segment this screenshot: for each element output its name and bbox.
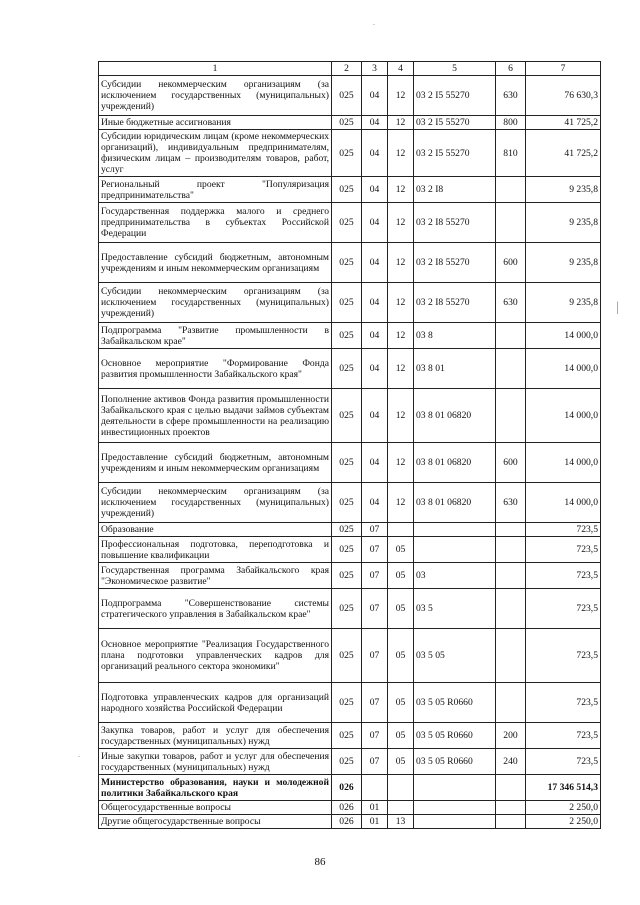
code-cell-subsection bbox=[388, 523, 414, 537]
code-cell-section: 07 bbox=[362, 537, 388, 563]
code-cell-ministry: 025 bbox=[332, 723, 362, 749]
amount-cell: 41 725,2 bbox=[526, 130, 601, 177]
code-cell-target: 03 2 I8 55270 bbox=[414, 243, 496, 283]
code-cell-expense-type: 630 bbox=[496, 283, 526, 323]
code-cell-ministry: 025 bbox=[332, 589, 362, 629]
column-header: 4 bbox=[388, 62, 414, 76]
table-row bbox=[99, 723, 601, 749]
row-name-cell: Общегосударственные вопросы bbox=[99, 801, 332, 815]
column-header: 7 bbox=[526, 62, 601, 76]
page-number: 86 bbox=[314, 856, 326, 868]
code-cell-target: 03 5 05 R0660 bbox=[414, 749, 496, 775]
row-name-cell: Субсидии некоммерческим организациям (за исключением государственных (муниципальных) учреждений) bbox=[99, 283, 332, 323]
table-row bbox=[99, 130, 601, 177]
code-cell-ministry: 025 bbox=[332, 683, 362, 723]
code-cell-target: 03 2 I5 55270 bbox=[414, 116, 496, 130]
code-cell-section: 04 bbox=[362, 76, 388, 116]
code-cell-ministry: 025 bbox=[332, 76, 362, 116]
code-cell-target: 03 bbox=[414, 563, 496, 589]
row-name-cell: Подготовка управленческих кадров для организаций народного хозяйства Российской Федерации bbox=[99, 683, 332, 723]
table-row bbox=[99, 323, 601, 349]
code-cell-target bbox=[414, 537, 496, 563]
code-cell-target bbox=[414, 523, 496, 537]
row-name-cell: Министерство образования, науки и молодежной политики Забайкальского края bbox=[99, 775, 332, 801]
table-row bbox=[99, 76, 601, 116]
code-cell-section: 04 bbox=[362, 443, 388, 483]
code-cell-target: 03 5 05 R0660 bbox=[414, 723, 496, 749]
code-cell-subsection: 12 bbox=[388, 483, 414, 523]
table-row bbox=[99, 443, 601, 483]
amount-cell: 76 630,3 bbox=[526, 76, 601, 116]
table-header-row bbox=[99, 62, 601, 76]
table-row bbox=[99, 349, 601, 389]
code-cell-ministry: 025 bbox=[332, 443, 362, 483]
table-row bbox=[99, 523, 601, 537]
amount-cell: 2 250,0 bbox=[526, 801, 601, 815]
amount-cell: 723,5 bbox=[526, 589, 601, 629]
row-name-cell: Предоставление субсидий бюджетным, автономным учреждениям и иным некоммерческим организациям bbox=[99, 243, 332, 283]
code-cell-ministry: 025 bbox=[332, 523, 362, 537]
code-cell-section: 04 bbox=[362, 389, 388, 443]
code-cell-section: 04 bbox=[362, 177, 388, 203]
table-row bbox=[99, 775, 601, 801]
code-cell-target: 03 8 01 06820 bbox=[414, 389, 496, 443]
code-cell-target: 03 2 I8 55270 bbox=[414, 203, 496, 243]
amount-cell: 723,5 bbox=[526, 629, 601, 683]
row-name-cell: Иные бюджетные ассигнования bbox=[99, 116, 332, 130]
table-row bbox=[99, 116, 601, 130]
code-cell-section: 07 bbox=[362, 629, 388, 683]
column-header: 2 bbox=[332, 62, 362, 76]
code-cell-expense-type bbox=[496, 563, 526, 589]
code-cell-target: 03 2 I8 55270 bbox=[414, 283, 496, 323]
code-cell-ministry: 026 bbox=[332, 801, 362, 815]
table-row bbox=[99, 243, 601, 283]
row-name-cell: Субсидии некоммерческим организациям (за исключением государственных (муниципальных) учреждений) bbox=[99, 76, 332, 116]
code-cell-section: 04 bbox=[362, 130, 388, 177]
code-cell-subsection: 12 bbox=[388, 283, 414, 323]
amount-cell: 723,5 bbox=[526, 683, 601, 723]
code-cell-section: 07 bbox=[362, 723, 388, 749]
code-cell-target bbox=[414, 775, 496, 801]
code-cell-ministry: 026 bbox=[332, 775, 362, 801]
code-cell-section: 01 bbox=[362, 801, 388, 815]
row-name-cell: Другие общегосударственные вопросы bbox=[99, 815, 332, 829]
code-cell-subsection: 13 bbox=[388, 815, 414, 829]
row-name-cell: Иные закупки товаров, работ и услуг для обеспечения государственных (муниципальных) нужд bbox=[99, 749, 332, 775]
code-cell-expense-type: 600 bbox=[496, 243, 526, 283]
code-cell-ministry: 025 bbox=[332, 563, 362, 589]
code-cell-expense-type bbox=[496, 537, 526, 563]
code-cell-ministry: 025 bbox=[332, 629, 362, 683]
code-cell-subsection: 12 bbox=[388, 443, 414, 483]
amount-cell: 723,5 bbox=[526, 523, 601, 537]
table-row bbox=[99, 589, 601, 629]
code-cell-expense-type: 810 bbox=[496, 130, 526, 177]
code-cell-ministry: 025 bbox=[332, 349, 362, 389]
code-cell-expense-type bbox=[496, 801, 526, 815]
code-cell-subsection: 12 bbox=[388, 130, 414, 177]
table-row bbox=[99, 389, 601, 443]
row-name-cell: Основное мероприятие "Формирование Фонда развития промышленности Забайкальского края" bbox=[99, 349, 332, 389]
code-cell-target: 03 2 I8 bbox=[414, 177, 496, 203]
row-name-cell: Региональный проект "Популяризация предпринимательства" bbox=[99, 177, 332, 203]
column-header: 6 bbox=[496, 62, 526, 76]
code-cell-subsection: 05 bbox=[388, 589, 414, 629]
code-cell-expense-type: 630 bbox=[496, 483, 526, 523]
code-cell-ministry: 025 bbox=[332, 389, 362, 443]
code-cell-ministry: 026 bbox=[332, 815, 362, 829]
table-row bbox=[99, 537, 601, 563]
code-cell-target: 03 5 05 bbox=[414, 629, 496, 683]
code-cell-expense-type bbox=[496, 323, 526, 349]
code-cell-subsection: 05 bbox=[388, 749, 414, 775]
code-cell-ministry: 025 bbox=[332, 483, 362, 523]
scan-mark: . bbox=[373, 18, 375, 27]
code-cell-ministry: 025 bbox=[332, 537, 362, 563]
code-cell-expense-type bbox=[496, 775, 526, 801]
amount-cell: 9 235,8 bbox=[526, 203, 601, 243]
amount-cell: 17 346 514,3 bbox=[526, 775, 601, 801]
code-cell-expense-type bbox=[496, 203, 526, 243]
amount-cell: 14 000,0 bbox=[526, 483, 601, 523]
code-cell-subsection bbox=[388, 775, 414, 801]
table-row bbox=[99, 749, 601, 775]
table-row bbox=[99, 683, 601, 723]
amount-cell: 723,5 bbox=[526, 537, 601, 563]
code-cell-expense-type: 630 bbox=[496, 76, 526, 116]
code-cell-target: 03 2 I5 55270 bbox=[414, 76, 496, 116]
amount-cell: 14 000,0 bbox=[526, 389, 601, 443]
code-cell-target bbox=[414, 801, 496, 815]
amount-cell: 41 725,2 bbox=[526, 116, 601, 130]
code-cell-section: 07 bbox=[362, 749, 388, 775]
code-cell-section: 07 bbox=[362, 523, 388, 537]
code-cell-section: 04 bbox=[362, 203, 388, 243]
column-header: 3 bbox=[362, 62, 388, 76]
scan-mark: . bbox=[78, 750, 80, 759]
row-name-cell: Основное мероприятие "Реализация Государственного плана подготовки управленческих кадров для организаций реального сектора экономики" bbox=[99, 629, 332, 683]
amount-cell: 14 000,0 bbox=[526, 323, 601, 349]
code-cell-expense-type bbox=[496, 389, 526, 443]
table-row bbox=[99, 483, 601, 523]
row-name-cell: Субсидии некоммерческим организациям (за исключением государственных (муниципальных) учреждений) bbox=[99, 483, 332, 523]
code-cell-section bbox=[362, 775, 388, 801]
amount-cell: 9 235,8 bbox=[526, 177, 601, 203]
row-name-cell: Профессиональная подготовка, переподготовка и повышение квалификации bbox=[99, 537, 332, 563]
row-name-cell: Субсидии юридическим лицам (кроме некоммерческих организаций), индивидуальным предпринимателям, физическим лицам – производителям товаров, работ, услуг bbox=[99, 130, 332, 177]
row-name-cell: Подпрограмма "Развитие промышленности в Забайкальском крае" bbox=[99, 323, 332, 349]
code-cell-section: 07 bbox=[362, 683, 388, 723]
code-cell-section: 04 bbox=[362, 323, 388, 349]
amount-cell: 723,5 bbox=[526, 723, 601, 749]
row-name-cell: Закупка товаров, работ и услуг для обеспечения государственных (муниципальных) нужд bbox=[99, 723, 332, 749]
code-cell-expense-type bbox=[496, 683, 526, 723]
code-cell-expense-type: 600 bbox=[496, 443, 526, 483]
code-cell-section: 04 bbox=[362, 116, 388, 130]
scan-mark: | bbox=[616, 300, 619, 315]
table-row bbox=[99, 563, 601, 589]
code-cell-expense-type bbox=[496, 177, 526, 203]
code-cell-ministry: 025 bbox=[332, 130, 362, 177]
amount-cell: 723,5 bbox=[526, 563, 601, 589]
amount-cell: 9 235,8 bbox=[526, 283, 601, 323]
code-cell-ministry: 025 bbox=[332, 203, 362, 243]
budget-table bbox=[98, 61, 601, 829]
code-cell-ministry: 025 bbox=[332, 116, 362, 130]
code-cell-subsection: 12 bbox=[388, 76, 414, 116]
code-cell-expense-type: 200 bbox=[496, 723, 526, 749]
code-cell-subsection: 12 bbox=[388, 323, 414, 349]
code-cell-subsection: 12 bbox=[388, 177, 414, 203]
code-cell-ministry: 025 bbox=[332, 177, 362, 203]
code-cell-target: 03 5 05 R0660 bbox=[414, 683, 496, 723]
table-row bbox=[99, 177, 601, 203]
code-cell-section: 01 bbox=[362, 815, 388, 829]
code-cell-ministry: 025 bbox=[332, 243, 362, 283]
code-cell-expense-type bbox=[496, 523, 526, 537]
code-cell-subsection: 05 bbox=[388, 683, 414, 723]
code-cell-subsection: 12 bbox=[388, 203, 414, 243]
code-cell-target: 03 5 bbox=[414, 589, 496, 629]
table-row bbox=[99, 283, 601, 323]
code-cell-target: 03 8 01 06820 bbox=[414, 443, 496, 483]
amount-cell: 9 235,8 bbox=[526, 243, 601, 283]
table-row bbox=[99, 815, 601, 829]
code-cell-section: 04 bbox=[362, 349, 388, 389]
code-cell-section: 04 bbox=[362, 483, 388, 523]
code-cell-section: 04 bbox=[362, 243, 388, 283]
row-name-cell: Государственная программа Забайкальского края "Экономическое развитие" bbox=[99, 563, 332, 589]
code-cell-expense-type bbox=[496, 629, 526, 683]
code-cell-expense-type bbox=[496, 815, 526, 829]
code-cell-expense-type: 240 bbox=[496, 749, 526, 775]
code-cell-subsection: 12 bbox=[388, 389, 414, 443]
amount-cell: 2 250,0 bbox=[526, 815, 601, 829]
code-cell-target: 03 2 I5 55270 bbox=[414, 130, 496, 177]
row-name-cell: Предоставление субсидий бюджетным, автономным учреждениям и иным некоммерческим организациям bbox=[99, 443, 332, 483]
code-cell-subsection bbox=[388, 801, 414, 815]
table-row bbox=[99, 629, 601, 683]
column-header: 5 bbox=[414, 62, 496, 76]
code-cell-target: 03 8 01 06820 bbox=[414, 483, 496, 523]
amount-cell: 14 000,0 bbox=[526, 443, 601, 483]
code-cell-section: 04 bbox=[362, 283, 388, 323]
table-row bbox=[99, 203, 601, 243]
code-cell-subsection: 12 bbox=[388, 243, 414, 283]
code-cell-expense-type bbox=[496, 349, 526, 389]
row-name-cell: Образование bbox=[99, 523, 332, 537]
amount-cell: 723,5 bbox=[526, 749, 601, 775]
code-cell-ministry: 025 bbox=[332, 283, 362, 323]
code-cell-section: 07 bbox=[362, 563, 388, 589]
code-cell-subsection: 05 bbox=[388, 563, 414, 589]
table-row bbox=[99, 801, 601, 815]
row-name-cell: Подпрограмма "Совершенствование системы стратегического управления в Забайкальском крае" bbox=[99, 589, 332, 629]
code-cell-ministry: 025 bbox=[332, 323, 362, 349]
code-cell-subsection: 05 bbox=[388, 723, 414, 749]
row-name-cell: Пополнение активов Фонда развития промышленности Забайкальского края с целью выдачи займов субъектам деятельности в сфере промышленности на реализацию инвестиционных проектов bbox=[99, 389, 332, 443]
column-header: 1 bbox=[99, 62, 332, 76]
code-cell-ministry: 025 bbox=[332, 749, 362, 775]
code-cell-section: 07 bbox=[362, 589, 388, 629]
code-cell-target: 03 8 01 bbox=[414, 349, 496, 389]
code-cell-subsection: 12 bbox=[388, 116, 414, 130]
amount-cell: 14 000,0 bbox=[526, 349, 601, 389]
code-cell-expense-type: 800 bbox=[496, 116, 526, 130]
row-name-cell: Государственная поддержка малого и среднего предпринимательства в субъектах Российской Федерации bbox=[99, 203, 332, 243]
code-cell-subsection: 05 bbox=[388, 537, 414, 563]
code-cell-target: 03 8 bbox=[414, 323, 496, 349]
code-cell-target bbox=[414, 815, 496, 829]
code-cell-subsection: 05 bbox=[388, 629, 414, 683]
code-cell-expense-type bbox=[496, 589, 526, 629]
code-cell-subsection: 12 bbox=[388, 349, 414, 389]
